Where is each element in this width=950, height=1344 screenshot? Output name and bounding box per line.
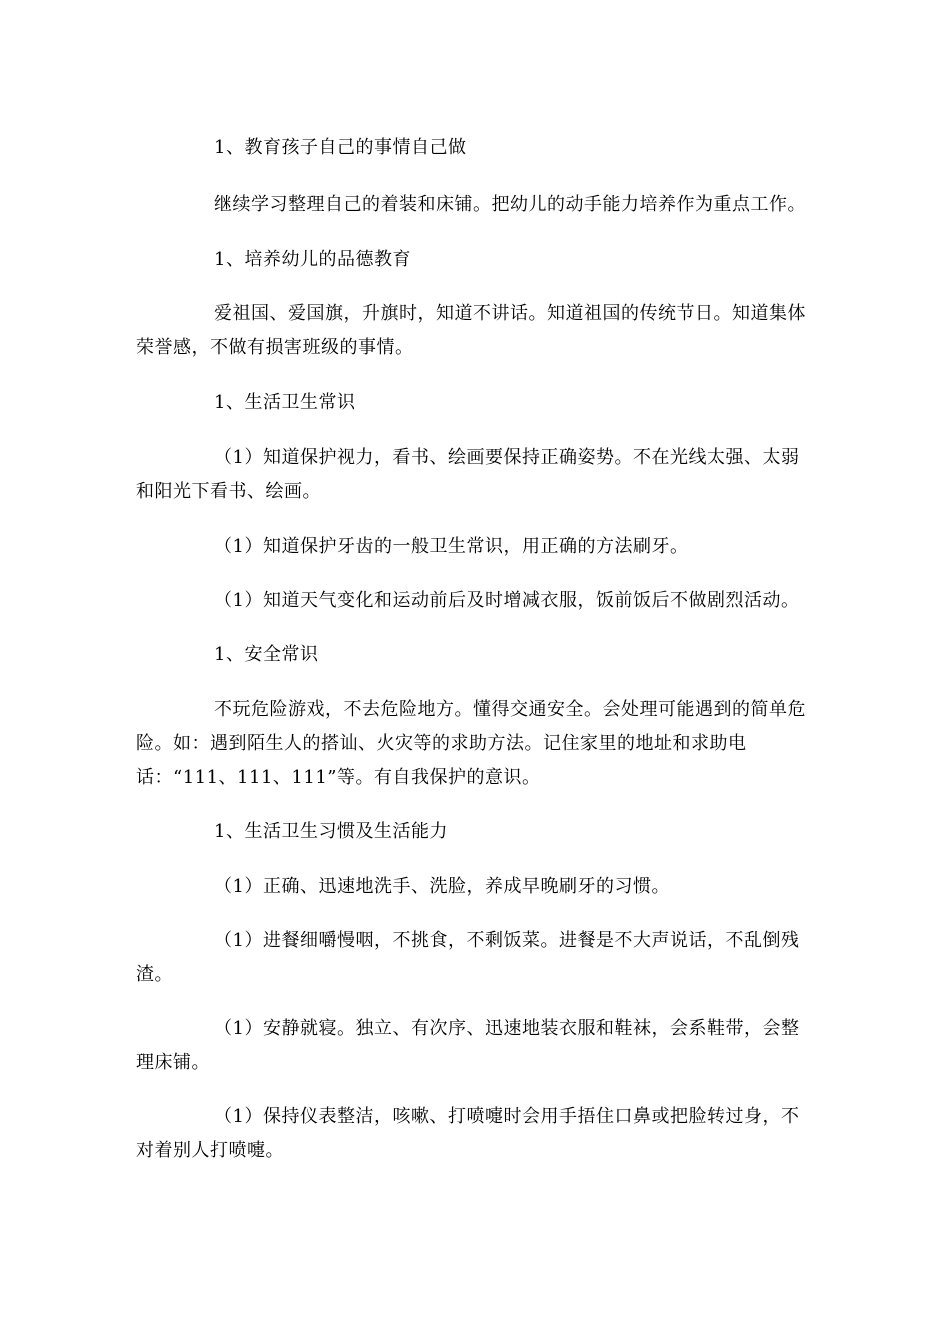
- heading-safety-knowledge: 1、安全常识: [214, 644, 319, 665]
- paragraph-self-care: 继续学习整理自己的着装和床铺。把幼儿的动手能力培养作为重点工作。: [214, 194, 806, 215]
- item-eating-habits: （1）进餐细嚼慢咽，不挑食，不剩饭菜。进餐是不大声说话，不乱倒残渣。: [136, 930, 800, 985]
- item-weather-clothing: （1）知道天气变化和运动前后及时增减衣服，饭前饭后不做剧烈活动。: [214, 590, 800, 611]
- item-wash-hands: （1）正确、迅速地洗手、洗脸，养成早晚刷牙的习惯。: [214, 876, 670, 897]
- item-protect-teeth: （1）知道保护牙齿的一般卫生常识，用正确的方法刷牙。: [214, 536, 689, 557]
- heading-hygiene-knowledge: 1、生活卫生常识: [214, 392, 356, 413]
- item-bedtime-habits: （1）安静就寝。独立、有次序、迅速地装衣服和鞋袜，会系鞋带，会整理床铺。: [136, 1018, 800, 1073]
- paragraph-safety-knowledge: 不玩危险游戏，不去危险地方。懂得交通安全。会处理可能遇到的简单危险。如：遇到陌生人的搭讪、火灾等的求助方法。记住家里的地址和求助电话：“111、111、111”等。有自我保护的意识。: [136, 699, 806, 788]
- item-appearance-habits: （1）保持仪表整洁，咳嗽、打喷嚏时会用手捂住口鼻或把脸转过身，不对着别人打喷嚏。: [136, 1106, 800, 1161]
- item-protect-vision: （1）知道保护视力，看书、绘画要保持正确姿势。不在光线太强、太弱和阳光下看书、绘画。: [136, 447, 800, 502]
- heading-self-care: 1、教育孩子自己的事情自己做: [214, 137, 467, 158]
- heading-moral-education: 1、培养幼儿的品德教育: [214, 249, 411, 270]
- heading-living-habits: 1、生活卫生习惯及生活能力: [214, 821, 448, 842]
- paragraph-moral-education: 爱祖国、爱国旗，升旗时，知道不讲话。知道祖国的传统节日。知道集体荣誉感，不做有损害班级的事情。: [136, 303, 806, 358]
